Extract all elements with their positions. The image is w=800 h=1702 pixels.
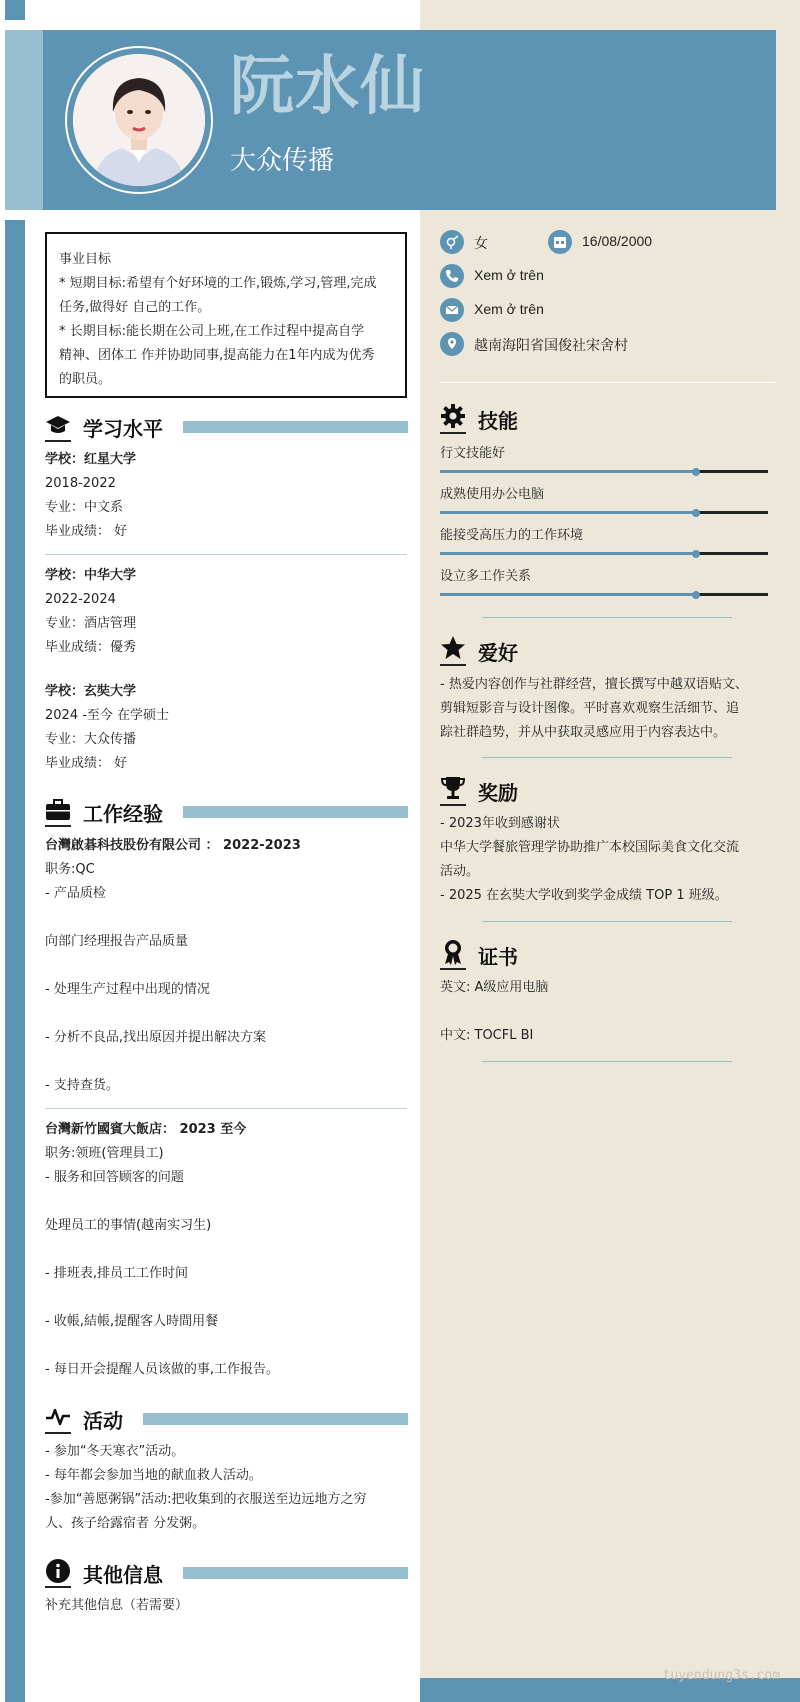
title-underline (440, 968, 466, 970)
section-title-activities: 活动 (83, 1409, 123, 1433)
spacer (45, 906, 301, 930)
divider (440, 382, 776, 383)
skill-level-fill (440, 552, 696, 555)
email-icon (440, 298, 464, 322)
school-name: 学校：红星大学 (45, 452, 137, 467)
education-entry (45, 680, 169, 776)
objective-line: 任务,做得好 自己的工作。 (59, 300, 211, 315)
school-name: 学校：中华大学 (45, 568, 137, 583)
location-icon (440, 332, 464, 356)
hobby-line: 踪社群趋势，并从中获取灵感应用于内容表达中。 (440, 725, 727, 740)
career-objective (45, 232, 407, 398)
school-grade: 毕业成绩： 好 (45, 756, 128, 771)
section-title-education: 学习水平 (83, 417, 163, 441)
activity-item: - 每年都会参加当地的献血救人活动。 (45, 1468, 262, 1483)
title-underline (440, 804, 466, 806)
section-bar (143, 1413, 408, 1425)
job-role: 职务:领班(管理員工) (45, 1146, 164, 1161)
skill-level-knob (692, 550, 700, 558)
job-duty: 处理员工的事情(越南实习生) (45, 1218, 212, 1233)
skill-level-fill (440, 511, 696, 514)
divider (482, 617, 732, 618)
skill-level-knob (692, 509, 700, 517)
phone-icon (440, 264, 464, 288)
activity-item: -参加“善愿粥锅”活动:把收集到的衣服送至边远地方之穷 (45, 1492, 367, 1507)
skill-level-fill (440, 470, 696, 473)
gender-icon (440, 230, 464, 254)
certificate-line: 中文: TOCFL BI (440, 1028, 534, 1043)
section-title-experience: 工作经验 (83, 802, 163, 826)
briefcase-icon (45, 797, 71, 823)
awards-text (440, 812, 780, 908)
divider (482, 921, 732, 922)
spacer (45, 1002, 301, 1026)
section-title-awards: 奖励 (478, 781, 518, 805)
job-duty: - 每日开会提醒人员该做的事,工作报告。 (45, 1362, 279, 1377)
header-accent (5, 30, 43, 210)
activity-item: - 参加“冬天寒衣”活动。 (45, 1444, 185, 1459)
divider (45, 1108, 407, 1109)
spacer (45, 1238, 279, 1262)
award-line: - 2025 在玄奘大学收到奖学金成绩 TOP 1 班级。 (440, 888, 728, 903)
school-name: 学校：玄奘大学 (45, 684, 137, 699)
award-line: - 2023年收到感谢状 (440, 816, 560, 831)
address-value: 越南海阳省国俊社宋舍村 (474, 337, 628, 353)
skill-label: 成熟使用办公电脑 (440, 487, 545, 502)
section-bar (183, 1567, 408, 1579)
activity-item: 人、孩子给露宿者 分发粥。 (45, 1516, 206, 1531)
avatar (73, 54, 205, 186)
divider (482, 1061, 732, 1062)
section-title-certificates: 证书 (478, 945, 518, 969)
school-grade: 毕业成绩：優秀 (45, 640, 137, 655)
job-duty: - 分析不良品,找出原因并提出解决方案 (45, 1030, 266, 1045)
objective-line: * 短期目标:希望有个好环境的工作,锻炼,学习,管理,完成 (59, 276, 377, 291)
objective-line: 精神、团体工 作并协助同事,提高能力在1年内成为优秀 (59, 348, 375, 363)
star-icon (440, 635, 466, 661)
school-years: 2018-2022 (45, 476, 116, 491)
objective-line: * 长期目标:能长期在公司上班,在工作过程中提高自学 (59, 324, 365, 339)
job-duty: - 服务和回答顾客的问题 (45, 1170, 184, 1185)
divider (482, 757, 732, 758)
spacer (45, 1286, 279, 1310)
certificate-line: 英文: A级应用电脑 (440, 980, 549, 995)
spacer (440, 1000, 780, 1024)
birthday-value: 16/08/2000 (582, 233, 653, 249)
company-name: 台灣新竹國賓大飯店： 2023 至今 (45, 1122, 247, 1137)
school-years: 2024 -至今 在学硕士 (45, 708, 170, 723)
job-role: 职务:QC (45, 862, 95, 877)
spacer (45, 954, 301, 978)
spacer (45, 1334, 279, 1358)
education-entry (45, 564, 136, 660)
title-underline (45, 1586, 71, 1588)
section-title-skills: 技能 (478, 409, 518, 433)
section-title-hobbies: 爱好 (478, 641, 518, 665)
decor-square (5, 0, 25, 20)
school-major: 专业：中文系 (45, 500, 124, 515)
trophy-icon (440, 775, 466, 801)
gender-value: 女 (474, 235, 488, 251)
spacer (45, 1050, 301, 1074)
other-info-text: 补充其他信息（若需要） (45, 1598, 189, 1613)
title-underline (45, 1432, 71, 1434)
section-bar (183, 421, 408, 433)
hobby-line: - 热爱内容创作与社群经营，擅长撰写中越双语贴文、 (440, 677, 748, 692)
school-major: 专业：酒店管理 (45, 616, 137, 631)
objective-title: 事业目标 (59, 252, 112, 267)
job-entry (45, 834, 301, 1098)
certificate-ribbon-icon (440, 939, 466, 965)
activity-pulse-icon (45, 1404, 71, 1430)
candidate-title: 大众传播 (230, 146, 335, 176)
hobby-line: 剪辑短影音与设计图像。平时喜欢观察生活细节、追 (440, 701, 740, 716)
job-duty: - 收帳,結帳,提醒客人時間用餐 (45, 1314, 219, 1329)
skill-level-knob (692, 591, 700, 599)
school-years: 2022-2024 (45, 592, 116, 607)
calendar-icon (548, 230, 572, 254)
skill-level-fill (440, 593, 696, 596)
watermark: tuyendung3s.com (662, 1668, 780, 1683)
job-duty: - 支持查货。 (45, 1078, 119, 1093)
phone-value: Xem ở trên (474, 267, 544, 283)
info-icon (45, 1558, 71, 1584)
title-underline (45, 825, 71, 827)
school-major: 专业：大众传播 (45, 732, 137, 747)
email-value: Xem ở trên (474, 301, 544, 317)
section-bar (183, 806, 408, 818)
skill-label: 设立多工作关系 (440, 569, 532, 584)
job-duty: - 产品质检 (45, 886, 106, 901)
candidate-name: 阮水仙 (230, 50, 425, 124)
objective-line: 的职员。 (59, 372, 112, 387)
skill-label: 能接受高压力的工作环境 (440, 528, 584, 543)
job-duty: - 排班表,排员工工作时间 (45, 1266, 188, 1281)
award-line: 中华大学餐旅管理学协助推广本校国际美食文化交流 (440, 840, 740, 855)
company-name: 台灣啟碁科技股份有限公司 ： 2022-2023 (45, 838, 301, 853)
spacer (45, 1190, 279, 1214)
title-underline (45, 440, 71, 442)
left-stripe (5, 220, 25, 1702)
hobbies-text (440, 673, 780, 745)
gear-icon (440, 403, 466, 429)
education-entry (45, 448, 136, 544)
award-line: 活动。 (440, 864, 480, 879)
title-underline (440, 664, 466, 666)
skill-label: 行文技能好 (440, 446, 506, 461)
activities-list (45, 1440, 415, 1536)
divider (45, 554, 407, 555)
job-duty: 向部门经理报告产品质量 (45, 934, 189, 949)
title-underline (440, 432, 466, 434)
graduation-cap-icon (45, 412, 71, 438)
school-grade: 毕业成绩： 好 (45, 524, 128, 539)
certificates-text (440, 976, 780, 1048)
section-title-other: 其他信息 (83, 1563, 163, 1587)
skill-level-knob (692, 468, 700, 476)
job-entry (45, 1118, 279, 1382)
job-duty: - 处理生产过程中出现的情况 (45, 982, 210, 997)
